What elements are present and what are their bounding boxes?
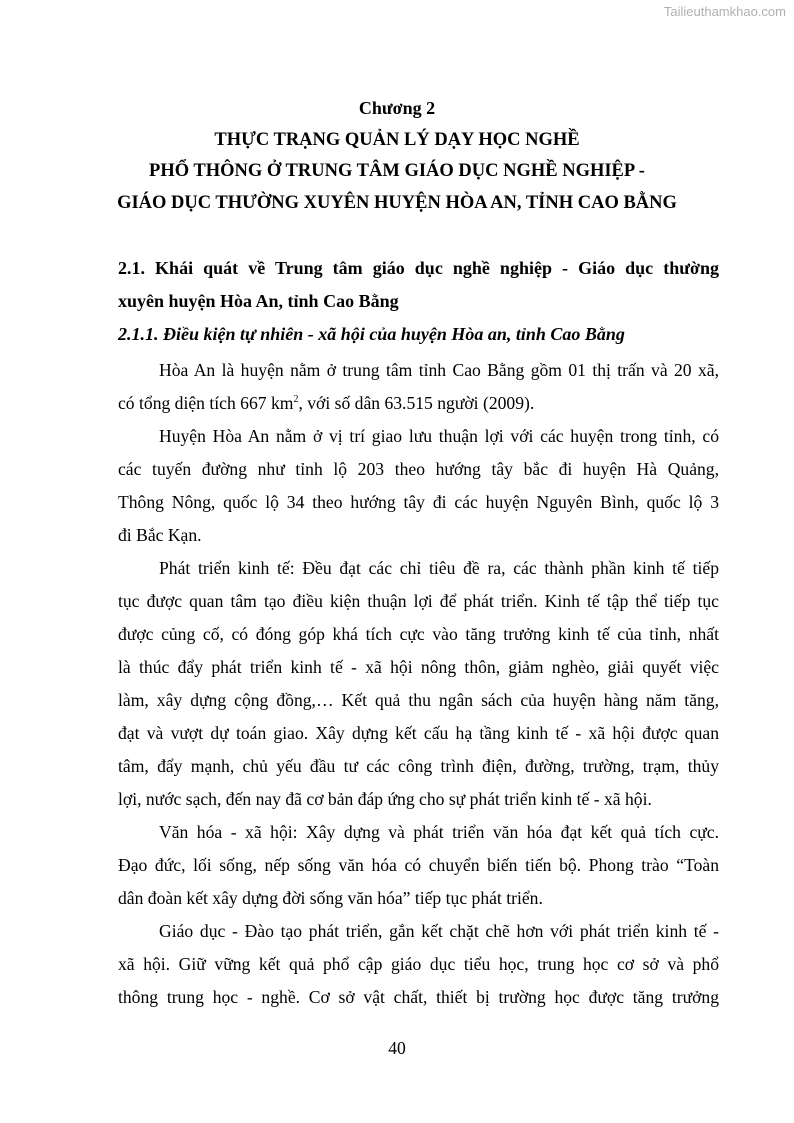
chapter-title-line: PHỔ THÔNG Ở TRUNG TÂM GIÁO DỤC NGHỀ NGHIỆP - (149, 161, 645, 181)
superscript: 2 (293, 394, 299, 406)
paragraph-line: dân đoàn kết xây dựng đời sống văn hóa” tiếp tục phát triển. (118, 888, 543, 908)
watermark: Tailieuthamkhao.com (663, 4, 786, 19)
paragraph-line: tâm, đẩy mạnh, chủ yếu đầu tư các công trình điện, đường, trường, trạm, thủy (118, 756, 719, 776)
paragraph-line: là thúc đẩy phát triển kinh tế - xã hội nông thôn, giảm nghèo, giải quyết việc (118, 657, 719, 677)
document-body (118, 252, 719, 1014)
paragraph (118, 354, 719, 420)
paragraph-line: Văn hóa - xã hội: Xây dựng và phát triển văn hóa đạt kết quả tích cực. (159, 822, 719, 842)
paragraph-line: Phát triển kinh tế: Đều đạt các chỉ tiêu đề ra, các thành phần kinh tế tiếp (159, 558, 719, 578)
page-number: 40 (388, 1038, 406, 1058)
section-heading-line: xuyên huyện Hòa An, tỉnh Cao Bằng (118, 291, 399, 311)
text-span: có tổng diện tích 667 km (118, 393, 294, 413)
paragraph-line: Đạo đức, lối sống, nếp sống văn hóa có chuyển biến tiến bộ. Phong trào “Toàn (118, 855, 719, 875)
paragraph (118, 915, 719, 1014)
paragraph-line: các tuyến đường như tỉnh lộ 203 theo hướng tây bắc đi huyện Hà Quảng, (118, 459, 719, 479)
paragraph-line: thông trung học - nghề. Cơ sở vật chất, thiết bị trường học được tăng trưởng (118, 987, 719, 1007)
paragraph (118, 552, 719, 816)
paragraph (118, 816, 719, 915)
paragraph-line: Giáo dục - Đào tạo phát triển, gắn kết chặt chẽ hơn với phát triển kinh tế - (159, 921, 719, 941)
chapter-label: Chương 2 (358, 98, 436, 118)
paragraph-line: làm, xây dựng cộng đồng,… Kết quả thu ngân sách của huyện hàng năm tăng, (118, 690, 719, 710)
paragraph-line: Thông Nông, quốc lộ 34 theo hướng tây đi các huyện Nguyên Bình, quốc lộ 3 (118, 492, 719, 512)
paragraph-line: tục được quan tâm tạo điều kiện thuận lợi để phát triển. Kinh tế tập thể tiếp tục (118, 591, 719, 611)
paragraph-line: Huyện Hòa An nằm ở vị trí giao lưu thuận lợi với các huyện trong tỉnh, có (159, 426, 719, 446)
chapter-heading (0, 93, 794, 219)
paragraph-line (118, 387, 719, 420)
subsection-heading: 2.1.1. Điều kiện tự nhiên - xã hội của huyện Hòa an, tỉnh Cao Bằng (118, 324, 625, 344)
paragraph-line: Hòa An là huyện nằm ở trung tâm tỉnh Cao Bằng gồm 01 thị trấn và 20 xã, (159, 360, 719, 380)
chapter-title-line: GIÁO DỤC THƯỜNG XUYÊN HUYỆN HÒA AN, TỈNH CAO BẰNG (117, 192, 677, 213)
paragraph-line: lợi, nước sạch, đến nay đã cơ bản đáp ứng cho sự phát triển kinh tế - xã hội. (118, 789, 652, 809)
section-heading-line: 2.1. Khái quát về Trung tâm giáo dục nghề nghiệp - Giáo dục thường (118, 258, 719, 278)
text-span: , với số dân 63.515 người (2009). (298, 393, 535, 413)
paragraph-line: xã hội. Giữ vững kết quả phổ cập giáo dục tiểu học, trung học cơ sở và phổ (118, 954, 719, 974)
paragraph-line: được củng cố, có đóng góp khá tích cực vào tăng trưởng kinh tế của tỉnh, nhất (118, 624, 719, 644)
paragraph-line: đi Bắc Kạn. (118, 525, 202, 545)
paragraph-line: đạt và vượt dự toán giao. Xây dựng kết cấu hạ tầng kinh tế - xã hội được quan (118, 723, 719, 743)
chapter-title-line: THỰC TRẠNG QUẢN LÝ DẠY HỌC NGHỀ (214, 129, 580, 150)
paragraph (118, 420, 719, 552)
